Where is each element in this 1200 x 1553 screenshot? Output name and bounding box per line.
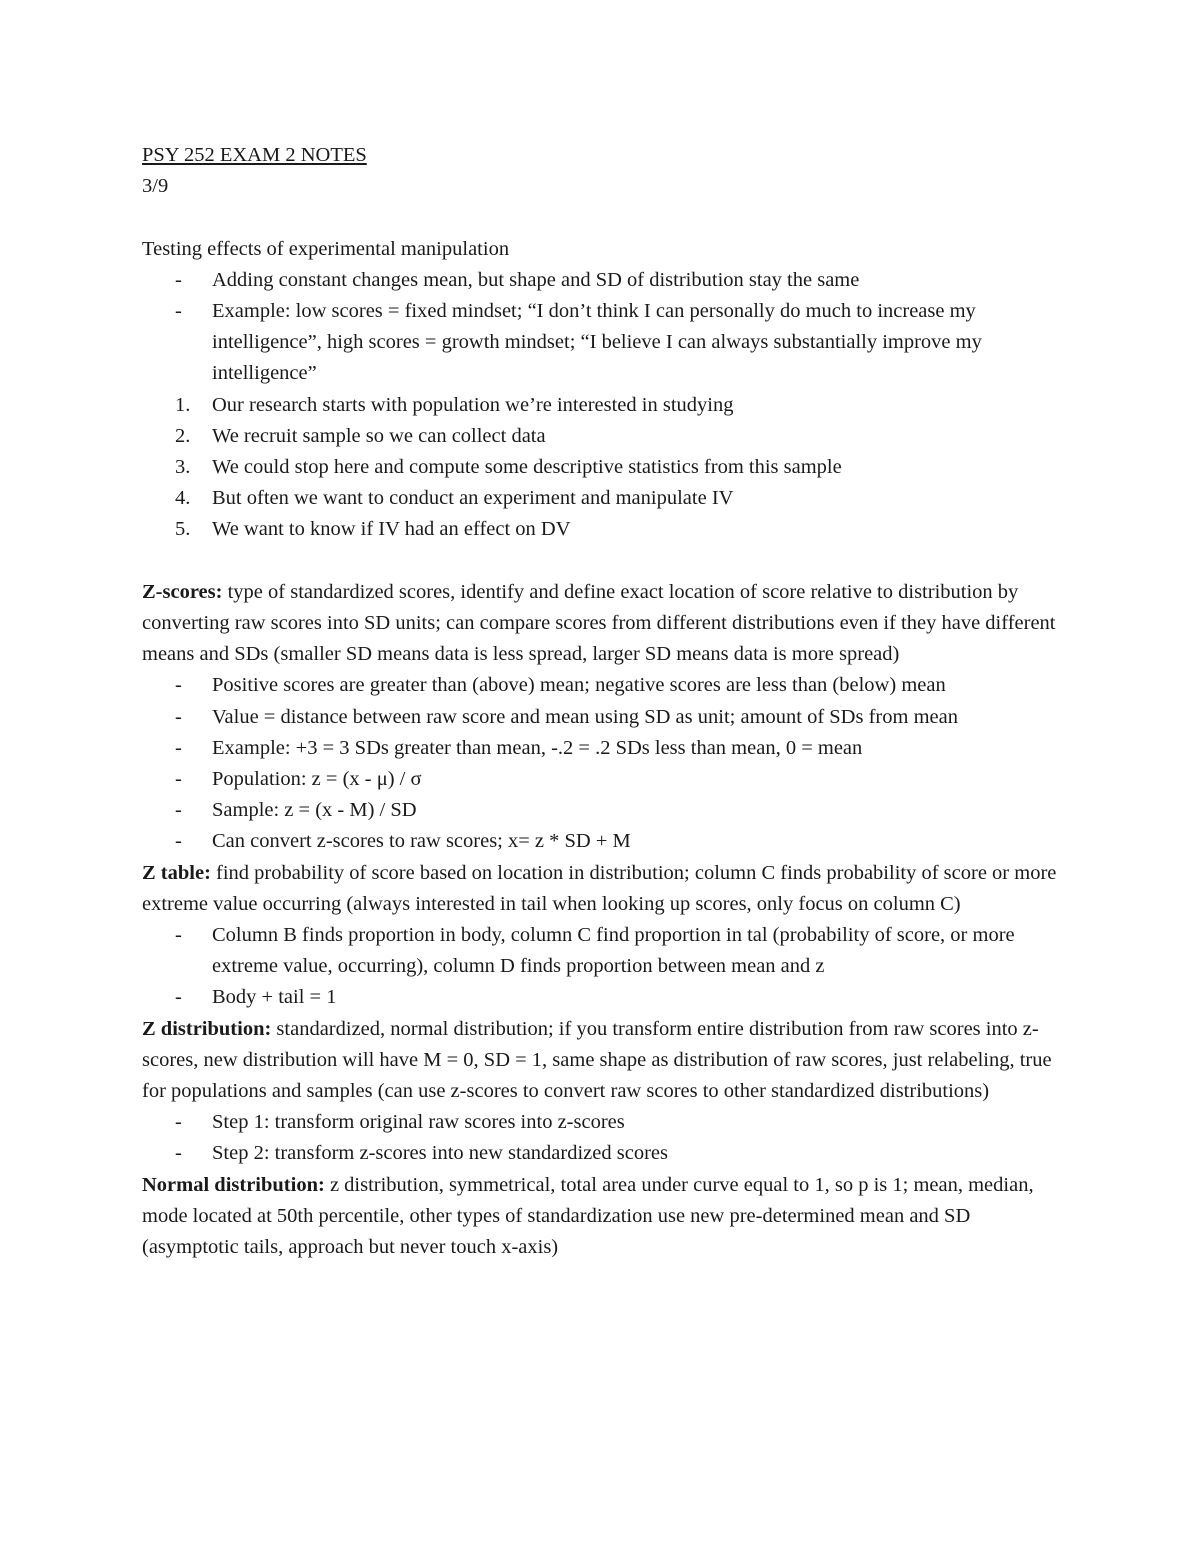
list-item [142, 514, 1072, 545]
bullet-text: Adding constant changes mean, but shape and SD of distribution stay the same [212, 268, 860, 291]
zdist-bullets [142, 1107, 1072, 1169]
list-item [142, 1138, 1072, 1169]
list-item [142, 733, 1072, 764]
dash-marker: - [175, 300, 182, 322]
bullet-text: Example: low scores = fixed mindset; “I don’t think I can personally do much to increase my intelligence”, high scores = growth mindset; “I believe I can always substantially improve my intelligence” [212, 300, 982, 385]
testing-effects-bullets [142, 265, 1072, 390]
dash-marker: - [175, 799, 182, 822]
bullet-text: Column B finds proportion in body, column C find proportion in tal (probability of score, or more extreme value, occurring), column D finds proportion between mean and z [212, 924, 1015, 978]
ztable-bullets [142, 920, 1072, 1014]
list-item [142, 1107, 1072, 1138]
spacer [142, 202, 1072, 233]
step-number: 4. [175, 487, 191, 510]
zscores-text: type of standardized scores, identify and define exact location of score relative to distribution by converting raw scores into SD units; can compare scores from different distributions even if they have different means and SDs (smaller SD means data is less spread, larger SD means data is more spread) [142, 580, 1056, 666]
step-text: But often we want to conduct an experiment and manipulate IV [212, 487, 734, 510]
list-item [142, 483, 1072, 514]
dash-marker: - [175, 1111, 182, 1134]
spacer [142, 546, 1072, 577]
list-item [142, 421, 1072, 452]
normal-label: Normal distribution: [142, 1173, 325, 1196]
list-item [142, 826, 1072, 857]
ztable-text: find probability of score based on location in distribution; column C finds probability of score or more extreme value occurring (always interested in tail when looking up scores, only focus on column C) [142, 861, 1057, 915]
zscores-label: Z-scores: [142, 580, 223, 603]
zdist-label: Z distribution: [142, 1017, 272, 1040]
list-item [142, 265, 1072, 296]
dash-marker: - [175, 705, 182, 728]
normal-text: z distribution, symmetrical, total area under curve equal to 1, so p is 1; mean, median, mode located at 50th percentile, other types of standardization use new pre-determined mean and SD (asymptotic tails, approach but never touch x-axis) [142, 1173, 1034, 1259]
step-text: We want to know if IV had an effect on DV [212, 518, 571, 541]
dash-marker: - [175, 830, 182, 853]
page-title: PSY 252 EXAM 2 NOTES [142, 144, 367, 166]
normal-paragraph [142, 1170, 1072, 1264]
list-item [142, 795, 1072, 826]
step-number: 3. [175, 456, 191, 479]
dash-marker: - [175, 1142, 182, 1165]
list-item [142, 982, 1072, 1013]
list-item [142, 390, 1072, 421]
bullet-text: Positive scores are greater than (above) mean; negative scores are less than (below) mean [212, 674, 946, 697]
dash-marker: - [175, 768, 182, 791]
list-item [142, 670, 1072, 701]
step-text: Our research starts with population we’re interested in studying [212, 393, 734, 416]
ztable-paragraph [142, 858, 1072, 920]
zdist-text: standardized, normal distribution; if you transform entire distribution from raw scores into z-scores, new distribution will have M = 0, SD = 1, same shape as distribution of raw scores, just relabeling, true for populations and samples (can use z-scores to convert raw scores to other standardized distributions) [142, 1017, 1052, 1103]
bullet-text: Body + tail = 1 [212, 986, 337, 1009]
dash-marker: - [175, 268, 182, 291]
ztable-label: Z table: [142, 861, 211, 884]
step-number: 5. [175, 518, 191, 541]
list-item [142, 452, 1072, 483]
zscores-paragraph [142, 577, 1072, 671]
step-text: We could stop here and compute some descriptive statistics from this sample [212, 456, 842, 479]
dash-marker: - [175, 736, 182, 759]
step-number: 1. [175, 393, 191, 416]
step-number: 2. [175, 424, 191, 447]
bullet-text: Sample: z = (x - M) / SD [212, 799, 417, 822]
bullet-text: Example: +3 = 3 SDs greater than mean, -.2 = .2 SDs less than mean, 0 = mean [212, 736, 863, 759]
research-steps-list [142, 390, 1072, 546]
notes-page [142, 140, 1072, 1263]
bullet-text: Can convert z-scores to raw scores; x= z * SD + M [212, 830, 631, 853]
date-line: 3/9 [142, 175, 169, 198]
list-item [142, 296, 1072, 390]
list-item [142, 920, 1072, 982]
bullet-text: Step 2: transform z-scores into new standardized scores [212, 1142, 668, 1165]
dash-marker: - [175, 986, 182, 1009]
dash-marker: - [175, 674, 182, 697]
dash-marker: - [175, 924, 182, 947]
step-text: We recruit sample so we can collect data [212, 424, 546, 447]
bullet-text: Step 1: transform original raw scores into z-scores [212, 1111, 625, 1134]
section-heading-testing-effects: Testing effects of experimental manipulation [142, 237, 510, 260]
list-item [142, 764, 1072, 795]
bullet-text: Value = distance between raw score and mean using SD as unit; amount of SDs from mean [212, 705, 958, 728]
list-item [142, 702, 1072, 733]
bullet-text: Population: z = (x - μ) / σ [212, 768, 422, 791]
zdist-paragraph [142, 1014, 1072, 1108]
zscores-bullets [142, 670, 1072, 857]
